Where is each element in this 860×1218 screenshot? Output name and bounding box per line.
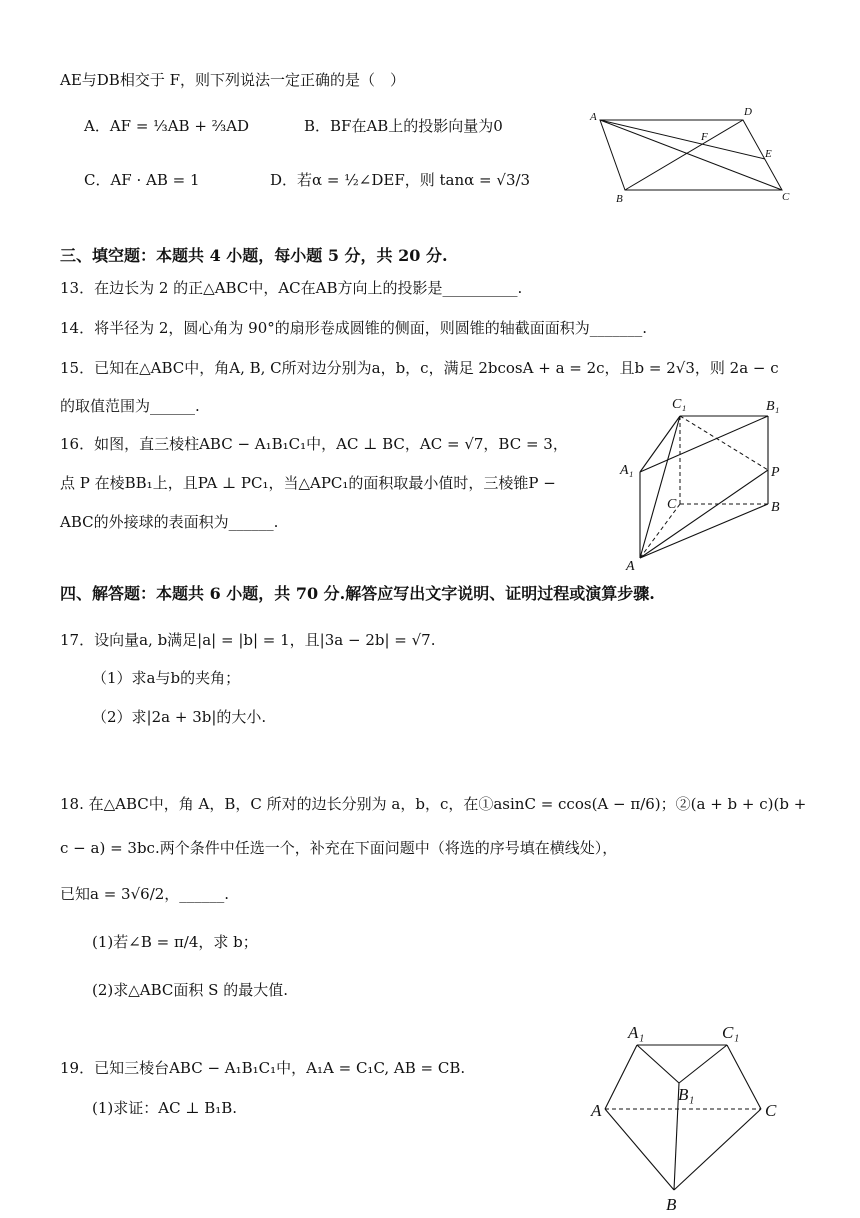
fig3-label-b: B (666, 1195, 677, 1214)
q18-line3: 已知a = 3√6/2，______. (60, 885, 230, 903)
q17-part1: （1）求a与b的夹角； (92, 669, 241, 687)
fig1-label-a: A (590, 111, 597, 123)
fig2-label-b: B (771, 500, 780, 515)
q15-line1: 15．已知在△ABC中，角A, B, C所对边分别为a，b，c，满足 2bcosA + a = 2c，且b = 2√3，则 2a − c (60, 359, 779, 377)
q16-line3: ABC的外接球的表面积为______. (60, 513, 279, 531)
q18-line1: 18. 在△ABC中，角 A，B，C 所对的边长分别为 a，b，c，在①asinC = ccos(A − π/6)；②(a + b + c)(b + (60, 795, 807, 813)
q18-part2: (2)求△ABC面积 S 的最大值. (92, 981, 288, 999)
frustum-figure (586, 1018, 796, 1214)
q12-option-d: D．若α = ½∠DEF，则 tanα = √3/3 (270, 171, 531, 189)
q12-option-c: C．AF · AB = 1 (84, 171, 200, 189)
fig2-label-a1: A₁ (620, 463, 634, 478)
fig3-label-c1: C₁ (722, 1023, 740, 1042)
q19-part1: (1)求证：AC ⊥ B₁B. (92, 1099, 238, 1117)
fig3-label-c: C (765, 1101, 777, 1120)
q19-text: 19．已知三棱台ABC − A₁B₁C₁中，A₁A = C₁C, AB = CB. (60, 1059, 466, 1077)
q17-part2: （2）求|2a + 3b|的大小. (92, 708, 267, 726)
fig1-label-c: C (782, 191, 790, 203)
fig2-label-c1: C₁ (672, 397, 687, 412)
fig1-label-d: D (744, 106, 752, 118)
fig1-label-f: F (701, 131, 708, 143)
prism-figure (610, 390, 800, 572)
q13-text: 13．在边长为 2 的正△ABC中，AC在AB方向上的投影是__________. (60, 279, 523, 297)
q12-option-a: A．AF = ⅓AB + ⅔AD (84, 117, 250, 135)
fig3-label-a: A (591, 1101, 602, 1120)
fig1-label-b: B (616, 193, 623, 205)
fig1-label-e: E (765, 148, 772, 160)
q12-option-b: B．BF在AB上的投影向量为0 (304, 117, 503, 135)
q16-line1: 16．如图，直三棱柱ABC − A₁B₁C₁中，AC ⊥ BC，AC = √7，BC = 3， (60, 435, 568, 453)
fig2-label-c: C (667, 497, 677, 512)
fig2-label-a: A (626, 559, 635, 572)
section-4-heading: 四、解答题：本题共 6 小题，共 70 分.解答应写出文字说明、证明过程或演算步骤. (60, 584, 655, 603)
fig2-label-b1: B₁ (766, 399, 780, 414)
fig2-label-p: P (771, 465, 780, 480)
fig3-label-b1: B₁ (678, 1085, 695, 1104)
fig3-label-a1: A₁ (628, 1023, 645, 1042)
q16-line2: 点 P 在棱BB₁上，且PA ⊥ PC₁，当△APC₁的面积取最小值时，三棱锥P − (60, 474, 556, 492)
q14-text: 14．将半径为 2，圆心角为 90°的扇形卷成圆锥的侧面，则圆锥的轴截面面积为_______. (60, 319, 648, 337)
q18-part1: (1)若∠B = π/4，求 b； (92, 933, 258, 951)
section-3-heading: 三、填空题：本题共 4 小题，每小题 5 分，共 20 分. (60, 246, 448, 265)
q12-tail: AE与DB相交于 F，则下列说法一定正确的是（ ） (60, 71, 406, 89)
q17-text: 17．设向量a, b满足|a| = |b| = 1，且|3a − 2b| = √7. (60, 631, 436, 649)
q15-line2: 的取值范围为______. (60, 397, 200, 415)
q18-line2: c − a) = 3bc.两个条件中任选一个，补充在下面问题中（将选的序号填在横线处）， (60, 839, 618, 857)
parallelogram-figure (586, 100, 796, 208)
